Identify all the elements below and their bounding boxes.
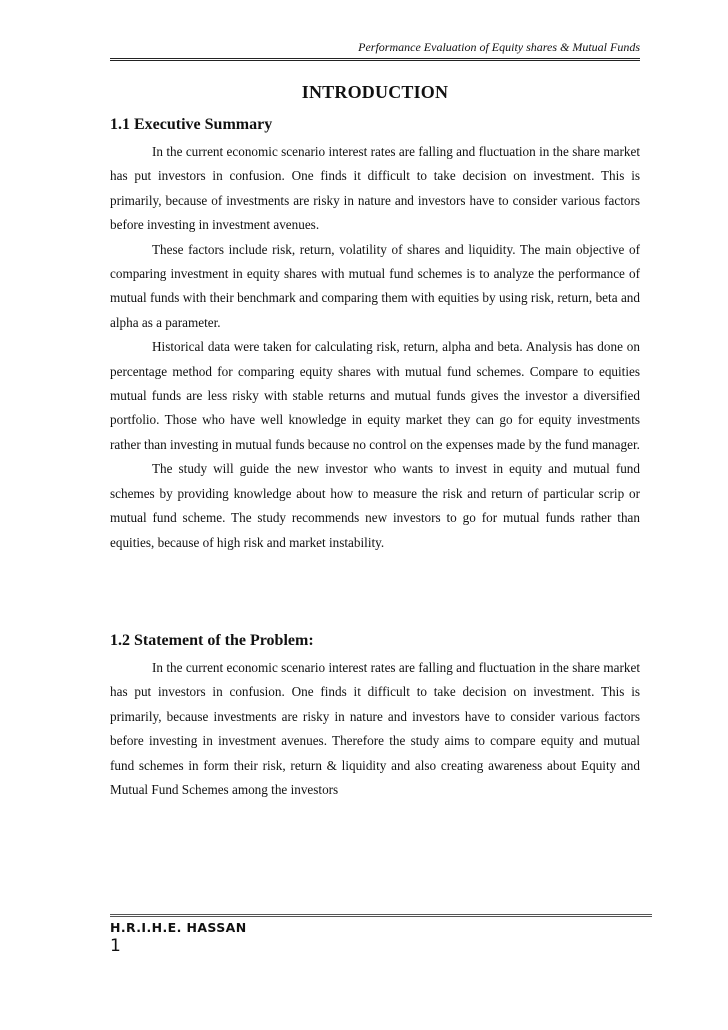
footer-author: H.R.I.H.E. HASSAN xyxy=(110,920,247,935)
section-executive-summary xyxy=(110,116,640,555)
footer-divider xyxy=(110,914,652,917)
section-heading: 1.2 Statement of the Problem: xyxy=(110,632,314,649)
paragraph: In the current economic scenario interest rates are falling and fluctuation in the share market has put investors in confusion. One finds it difficult to take decision on investment. This is primarily, because of investments are risky in nature and investors have to consider various factors before investing in investment avenues. xyxy=(110,144,640,233)
running-header: Performance Evaluation of Equity shares & Mutual Funds xyxy=(110,40,640,61)
section-statement-of-problem xyxy=(110,632,640,802)
paragraph: These factors include risk, return, volatility of shares and liquidity. The main objective of comparing investment in equity shares with mutual fund schemes is to analyze the performance of mutual funds with their benchmark and comparing them with equities by using risk, return, beta and alpha as a parameter. xyxy=(110,241,640,330)
section-heading: 1.1 Executive Summary xyxy=(110,116,273,133)
paragraph: Historical data were taken for calculating risk, return, alpha and beta. Analysis has done on percentage method for comparing equity shares with mutual fund schemes. Compare to equities mutual funds are less risky with stable returns and mutual funds gives the investor a diversified portfolio. Those who have well knowledge in equity market they can go for equity investments rather than investing in mutual funds because no control on the expenses made by the fund manager. xyxy=(110,339,640,452)
chapter-title: INTRODUCTION xyxy=(301,82,449,102)
paragraph: The study will guide the new investor who wants to invest in equity and mutual fund schemes by providing knowledge about how to measure the risk and return of particular scrip or mutual fund scheme. The study recommends new investors to go for mutual funds rather than equities, because of high risk and market instability. xyxy=(110,461,640,550)
paragraph: In the current economic scenario interest rates are falling and fluctuation in the share market has put investors in confusion. One finds it difficult to take decision on investment. This is primarily, because investments are risky in nature and investors have to consider various factors before investing in investment avenues. Therefore the study aims to compare equity and mutual fund schemes in form their risk, return & liquidity and also creating awareness about Equity and Mutual Fund Schemes among the investors xyxy=(110,660,640,798)
page-number: 1 xyxy=(110,936,121,956)
